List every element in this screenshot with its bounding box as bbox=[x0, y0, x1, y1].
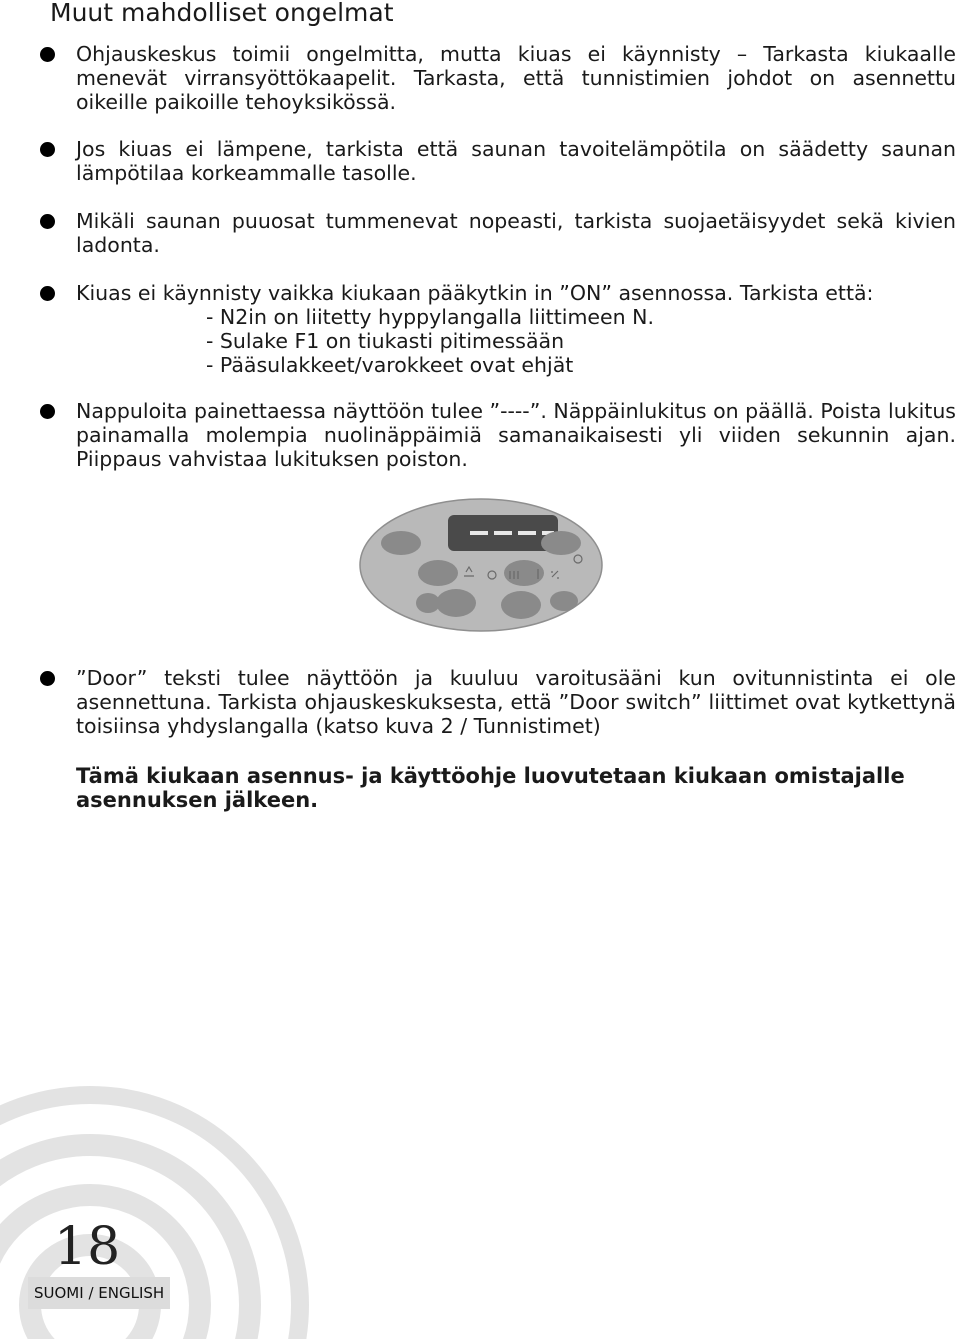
list-item-text: Kiuas ei käynnisty vaikka kiukaan pääkytkin in ”ON” asennossa. Tarkista että: bbox=[76, 281, 874, 305]
sub-item: - Pääsulakkeet/varokkeet ovat ehjät bbox=[206, 353, 574, 377]
page-title: Muut mahdolliset ongelmat bbox=[50, 0, 394, 27]
bullet-icon bbox=[40, 671, 55, 686]
list-item-text: Mikäli saunan puuosat tummenevat nopeasti, tarkista suojaetäisyydet sekä kivien ladonta. bbox=[76, 209, 956, 257]
language-label: SUOMI / ENGLISH bbox=[28, 1277, 170, 1309]
list-item bbox=[40, 209, 956, 257]
list-item bbox=[40, 666, 956, 738]
display-dash bbox=[518, 531, 536, 535]
panel-button[interactable] bbox=[418, 560, 458, 586]
panel-button[interactable] bbox=[416, 593, 440, 613]
list-item-text: ”Door” teksti tulee näyttöön ja kuuluu varoitusääni kun ovitunnistinta ei ole asennettuna. Tarkista ohjauskeskuksesta, että ”Door switch” liittimet ovat kytkettynä toisiinsa yhdyslangalla (katso kuva 2 / Tunnistimet) bbox=[76, 666, 956, 738]
display-dash bbox=[470, 531, 488, 535]
list-item bbox=[40, 281, 956, 377]
list-item bbox=[40, 399, 956, 471]
list-item-text: Ohjauskeskus toimii ongelmitta, mutta kiuas ei käynnisty – Tarkasta kiukaalle menevät virransyöttökaapelit. Tarkasta, että tunnistimien johdot on asennettu oikeille paikoille tehoyksikössä. bbox=[76, 42, 956, 114]
bullet-icon bbox=[40, 286, 55, 301]
panel-button[interactable] bbox=[436, 589, 476, 617]
bullet-icon bbox=[40, 142, 55, 157]
display-dash bbox=[494, 531, 512, 535]
list-item-text: Nappuloita painettaessa näyttöön tulee ”----”. Näppäinlukitus on päällä. Poista lukitus painamalla molempia nuolinäppäimiä samanaikaisesti yli viiden sekunnin ajan. Piippaus vahvistaa lukituksen poiston. bbox=[76, 399, 956, 471]
sub-item: - N2in on liitetty hyppylangalla liittimeen N. bbox=[206, 305, 654, 329]
panel-button[interactable] bbox=[381, 531, 421, 555]
sub-item: - Sulake F1 on tiukasti pitimessään bbox=[206, 329, 565, 353]
list-item-text: Jos kiuas ei lämpene, tarkista että saunan tavoitelämpötila on säädetty saunan lämpötilaa korkeammalle tasolle. bbox=[76, 137, 956, 185]
list-item bbox=[40, 42, 956, 114]
control-panel-illustration bbox=[356, 495, 606, 635]
panel-button[interactable] bbox=[501, 591, 541, 619]
panel-button[interactable] bbox=[541, 531, 581, 555]
list-item bbox=[40, 137, 956, 185]
bullet-icon bbox=[40, 214, 55, 229]
page-number: 18 bbox=[54, 1217, 121, 1277]
closing-note: Tämä kiukaan asennus- ja käyttöohje luovutetaan kiukaan omistajalle asennuksen jälkeen. bbox=[76, 764, 905, 812]
bullet-icon bbox=[40, 47, 55, 62]
bullet-icon bbox=[40, 404, 55, 419]
panel-button[interactable] bbox=[550, 591, 578, 611]
